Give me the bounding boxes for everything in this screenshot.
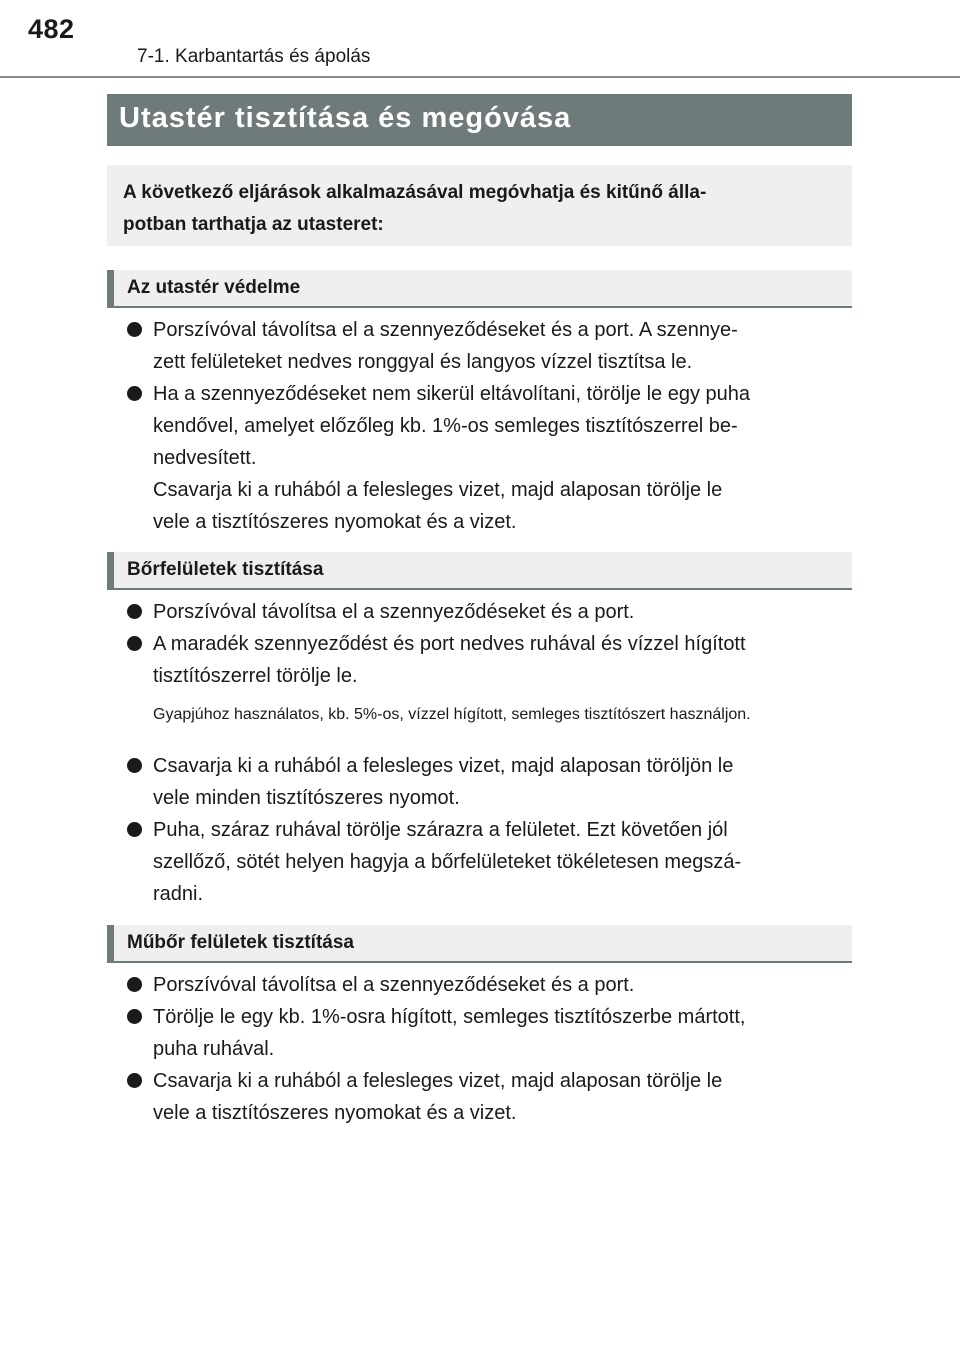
list-item-text: Csavarja ki a ruhából a felesleges vizet, majd alaposan törölje le vele a tisztítószeres nyomokat és a vizet. bbox=[153, 1070, 723, 1124]
section-header-protection bbox=[107, 270, 852, 308]
section-header-bar bbox=[107, 552, 114, 588]
section-header-bar bbox=[107, 270, 114, 306]
list-item-text: Ha a szennyeződéseket nem sikerül eltávolítani, törölje le egy puha kendővel, amelyet előzőleg kb. 1%-os semleges tisztítószerrel be- nedvesített. Csavarja ki a ruhából a felesleges vizet, majd alaposan törölje le vele a tisztítószeres nyomokat és a vizet. bbox=[153, 383, 751, 533]
list-item bbox=[127, 969, 847, 1001]
note-text: Gyapjúhoz használatos, kb. 5%-os, vízzel hígított, semleges tisztítószert használjon. bbox=[153, 706, 751, 723]
bullet-icon bbox=[127, 322, 142, 337]
section-header-bar bbox=[107, 925, 114, 961]
page-number: 482 bbox=[28, 14, 75, 44]
bullet-icon bbox=[127, 822, 142, 837]
bullet-icon bbox=[127, 1073, 142, 1088]
list-item bbox=[127, 1001, 847, 1065]
main-title-bar bbox=[107, 94, 852, 146]
list-item-text: A maradék szennyeződést és port nedves ruhával és vízzel hígított tisztítószerrel törölje le. bbox=[153, 633, 746, 687]
page-title: Utastér tisztítása és megóvása bbox=[119, 102, 572, 134]
bullet-icon bbox=[127, 1009, 142, 1024]
list-item-text: Porszívóval távolítsa el a szennyeződéseket és a port. bbox=[153, 601, 635, 623]
intro-text: A következő eljárások alkalmazásával megóvhatja és kitűnő álla- potban tarthatja az utasteret: bbox=[123, 182, 707, 235]
section-header-leather bbox=[107, 552, 852, 590]
chapter-title: 7-1. Karbantartás és ápolás bbox=[137, 46, 371, 67]
section-heading: Műbőr felületek tisztítása bbox=[127, 932, 354, 953]
list-item-text: Porszívóval távolítsa el a szennyeződéseket és a port. bbox=[153, 974, 635, 996]
list-item bbox=[127, 628, 847, 692]
section-header-synthetic-leather bbox=[107, 925, 852, 963]
section-heading: Bőrfelületek tisztítása bbox=[127, 559, 324, 580]
list-item bbox=[127, 596, 847, 628]
list-item-text: Puha, száraz ruhával törölje szárazra a felületet. Ezt követően jól szellőző, sötét helyen hagyja a bőrfelületeket tökéletesen megszá- radni. bbox=[153, 819, 742, 905]
header-rule bbox=[0, 76, 960, 78]
list-item-text: Csavarja ki a ruhából a felesleges vizet, majd alaposan töröljön le vele minden tisztítószeres nyomot. bbox=[153, 755, 734, 809]
list-item-text: Porszívóval távolítsa el a szennyeződéseket és a port. A szennye- zett felületeket nedves ronggyal és langyos vízzel tisztítsa le. bbox=[153, 319, 738, 373]
list-item-text: Törölje le egy kb. 1%-osra hígított, semleges tisztítószerbe mártott, puha ruhával. bbox=[153, 1006, 746, 1060]
bullet-icon bbox=[127, 386, 142, 401]
list-item bbox=[127, 378, 847, 538]
bullet-icon bbox=[127, 977, 142, 992]
section-heading: Az utastér védelme bbox=[127, 277, 301, 298]
list-item bbox=[127, 1065, 847, 1129]
list-item bbox=[127, 314, 847, 378]
bullet-icon bbox=[127, 636, 142, 651]
bullet-icon bbox=[127, 604, 142, 619]
bullet-icon bbox=[127, 758, 142, 773]
list-item bbox=[127, 814, 847, 910]
list-item bbox=[127, 750, 847, 814]
intro-box bbox=[107, 165, 852, 246]
